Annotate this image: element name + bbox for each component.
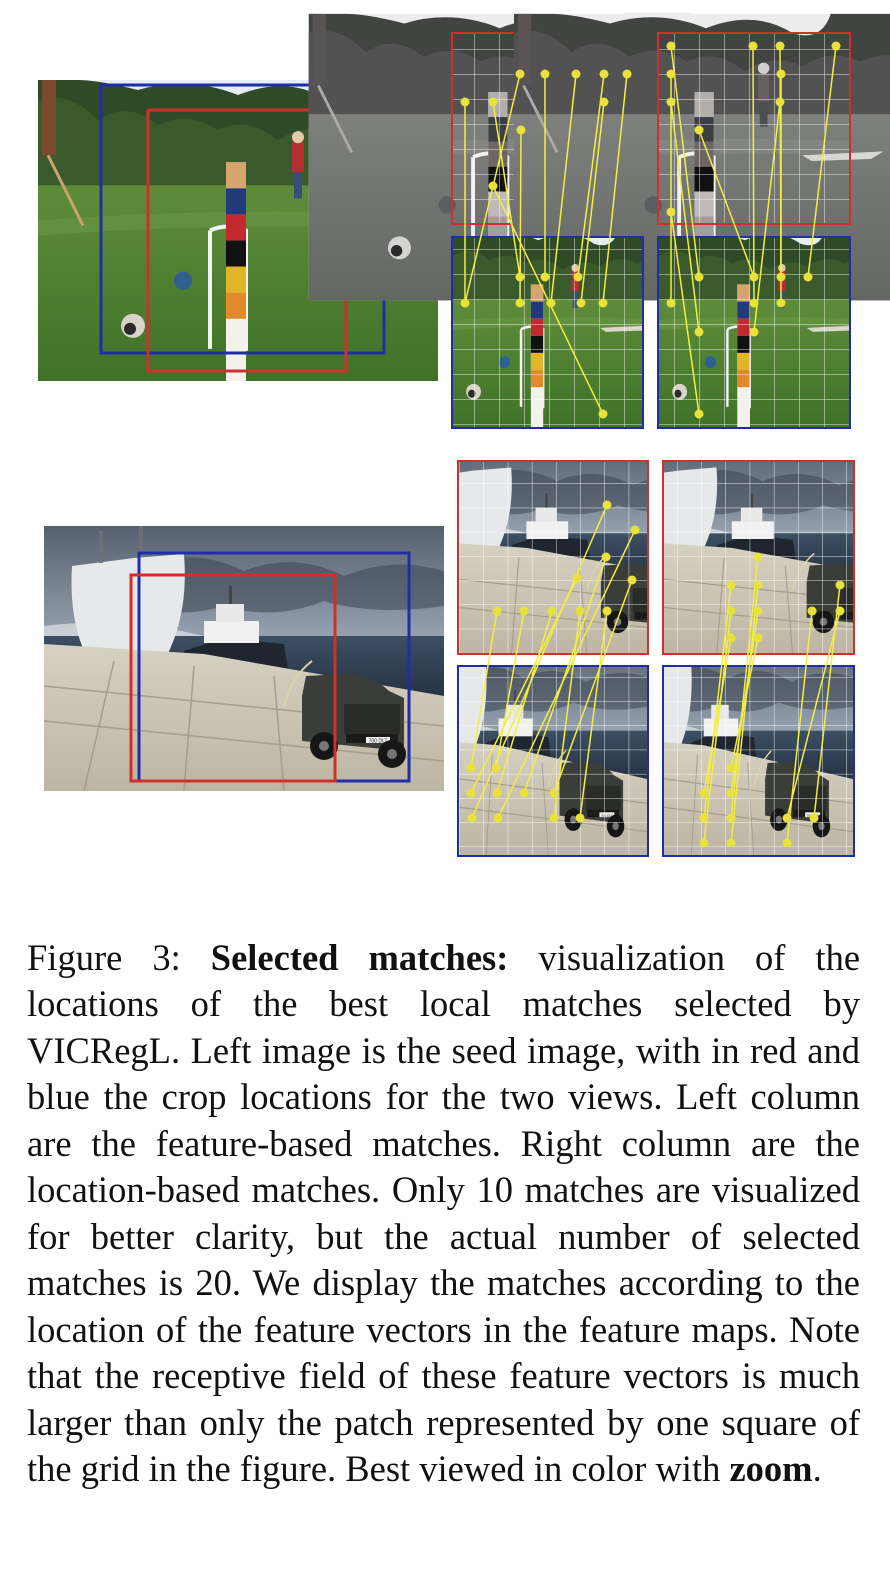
- harbor-seed-image: [44, 526, 444, 791]
- caption-zoom: zoom: [729, 1448, 813, 1489]
- caption-label: Figure 3:: [27, 936, 181, 978]
- figure-caption: [27, 935, 860, 1493]
- croquet-seed-image: [38, 80, 438, 381]
- harbor-location-red-view: [610, 445, 890, 658]
- caption-period: .: [812, 1448, 822, 1489]
- caption-body: visualization of the locations of the best local matches selected by VICRegL. Left image is the seed image, with in red and blue the crop locations for the two views. Left column are the feature-based matches. Right column are the location-based matches. Only 10 matches are visualized for better clarity, but the actual number of selected matches is 20. We display the matches according to the location of the feature vectors in the feature maps. Note that the receptive field of these feature vectors is much larger than only the patch represented by one square of the grid in the figure. Best viewed in color with: [27, 936, 861, 1489]
- caption-title: Selected matches:: [210, 936, 509, 978]
- croquet-location-blue-view: [621, 230, 869, 428]
- croquet-feature-blue-view: [415, 230, 661, 428]
